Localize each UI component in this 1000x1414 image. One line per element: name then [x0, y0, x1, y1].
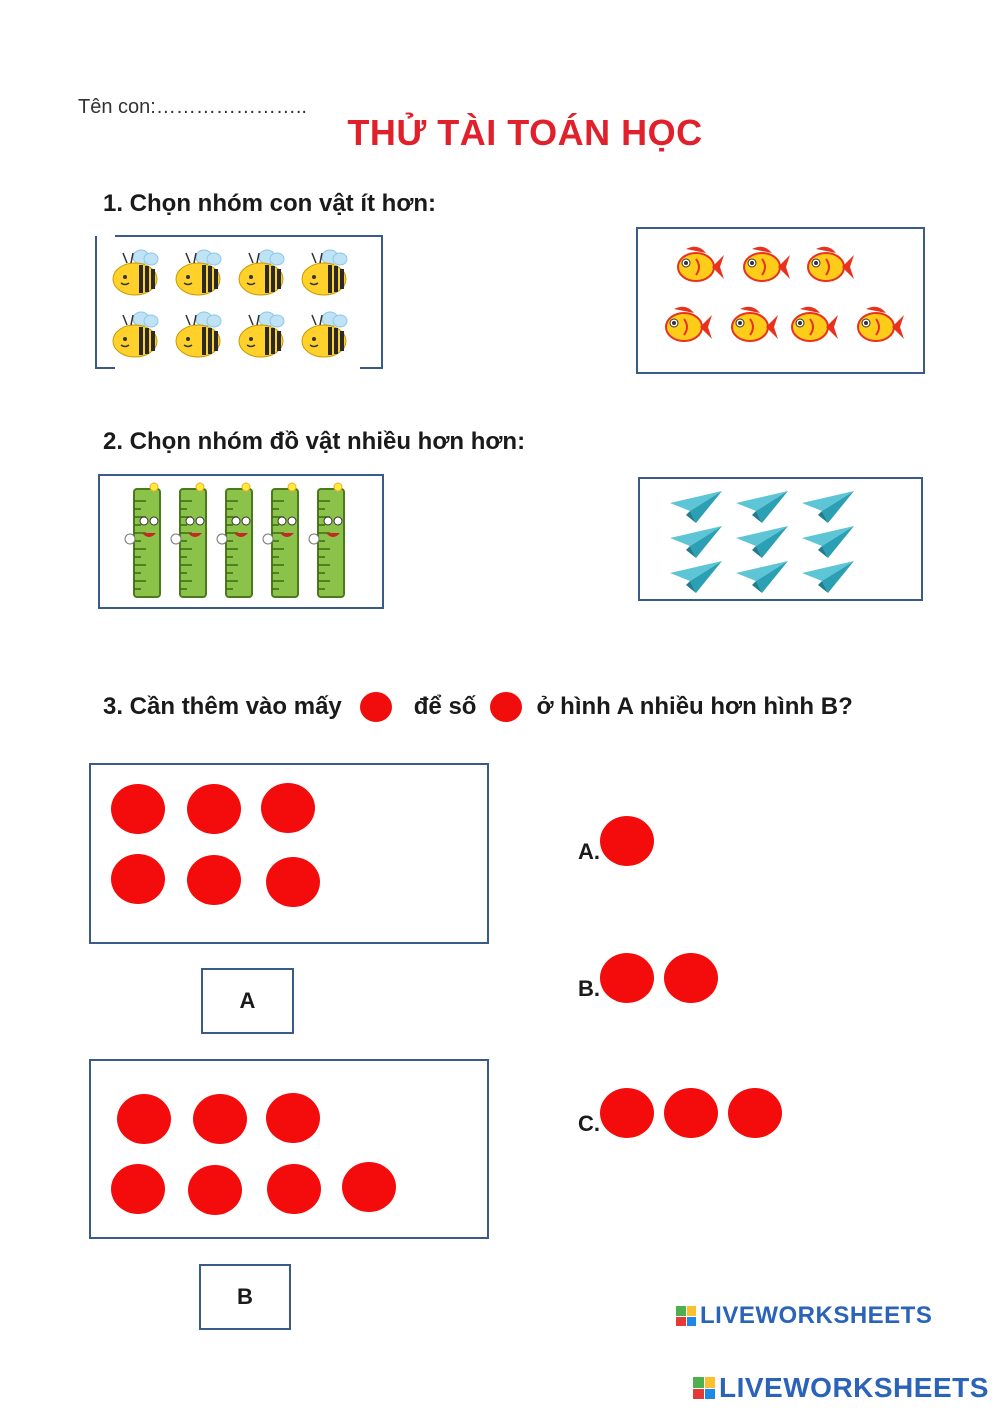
box-b-label: B — [199, 1264, 291, 1330]
fish-icon — [726, 303, 778, 347]
bee-icon — [107, 247, 163, 299]
paper-plane-icon — [668, 559, 724, 595]
option-a-dot-1 — [600, 816, 654, 866]
box-a-label: A — [201, 968, 294, 1034]
red-circle — [342, 1162, 396, 1212]
paper-plane-icon — [734, 489, 790, 525]
liveworksheets-logo-large — [693, 1372, 989, 1404]
ruler-icon — [262, 481, 308, 603]
fish-icon — [738, 243, 790, 287]
red-circle — [266, 857, 320, 907]
fish-icon — [802, 243, 854, 287]
bee-group-box[interactable] — [95, 235, 384, 370]
bee-icon — [233, 247, 289, 299]
paper-plane-icon — [668, 489, 724, 525]
fish-icon — [786, 303, 838, 347]
option-c-label: C. — [578, 1111, 600, 1136]
paper-plane-icon — [734, 559, 790, 595]
fish-icon — [852, 303, 904, 347]
option-a-label: A. — [578, 839, 600, 864]
paper-plane-icon — [668, 524, 724, 560]
question-3-part3: ở hình A nhiều hơn hình B? — [536, 693, 853, 720]
option-b-dot-2 — [664, 953, 718, 1003]
option-a[interactable] — [578, 816, 664, 866]
red-circle — [267, 1164, 321, 1214]
worksheet-title: THỬ TÀI TOÁN HỌC — [347, 112, 703, 153]
red-dot-icon — [490, 692, 522, 722]
paper-plane-icon — [800, 489, 856, 525]
red-circle — [188, 1165, 242, 1215]
question-1-text: 1. Chọn nhóm con vật ít hơn: — [103, 190, 437, 217]
plane-group-box[interactable] — [638, 477, 923, 601]
bee-icon — [296, 309, 352, 361]
option-b-dot-1 — [600, 953, 654, 1003]
red-circle — [117, 1094, 171, 1144]
liveworksheets-logo-small — [676, 1302, 932, 1330]
option-b[interactable] — [578, 953, 728, 1003]
ruler-icon — [124, 481, 170, 603]
red-circle — [187, 855, 241, 905]
option-c[interactable] — [578, 1088, 792, 1138]
question-3-text — [103, 692, 853, 722]
red-circle — [111, 1164, 165, 1214]
option-b-label: B. — [578, 976, 600, 1001]
question-3-part2: để số — [413, 693, 477, 720]
option-c-dot-3 — [728, 1088, 782, 1138]
liveworksheets-brand-text: LIVEWORKSHEETS — [700, 1302, 933, 1329]
ruler-icon — [308, 481, 354, 603]
option-c-dot-2 — [664, 1088, 718, 1138]
paper-plane-icon — [800, 559, 856, 595]
bee-icon — [170, 247, 226, 299]
liveworksheets-brand-text: LIVEWORKSHEETS — [719, 1372, 989, 1403]
fish-icon — [672, 243, 724, 287]
question-3-part1: 3. Cần thêm vào mấy — [103, 693, 342, 720]
red-circle — [111, 784, 165, 834]
ruler-icon — [216, 481, 262, 603]
red-dot-icon — [360, 692, 392, 722]
fish-icon — [660, 303, 712, 347]
liveworksheets-logo-icon — [693, 1377, 715, 1399]
fish-group-box[interactable] — [636, 227, 925, 374]
question-2-text: 2. Chọn nhóm đồ vật nhiều hơn hơn: — [103, 428, 526, 455]
red-circle — [111, 854, 165, 904]
ruler-group-box[interactable] — [98, 474, 384, 609]
dot-box-a — [89, 763, 489, 944]
red-circle — [187, 784, 241, 834]
paper-plane-icon — [800, 524, 856, 560]
bee-icon — [296, 247, 352, 299]
paper-plane-icon — [734, 524, 790, 560]
bee-icon — [107, 309, 163, 361]
student-name-label: Tên con:………………….. — [78, 96, 307, 118]
red-circle — [261, 783, 315, 833]
option-c-dot-1 — [600, 1088, 654, 1138]
bee-icon — [170, 309, 226, 361]
red-circle — [193, 1094, 247, 1144]
bee-icon — [233, 309, 289, 361]
liveworksheets-logo-icon — [676, 1306, 696, 1326]
dot-box-b — [89, 1059, 489, 1239]
ruler-icon — [170, 481, 216, 603]
red-circle — [266, 1093, 320, 1143]
